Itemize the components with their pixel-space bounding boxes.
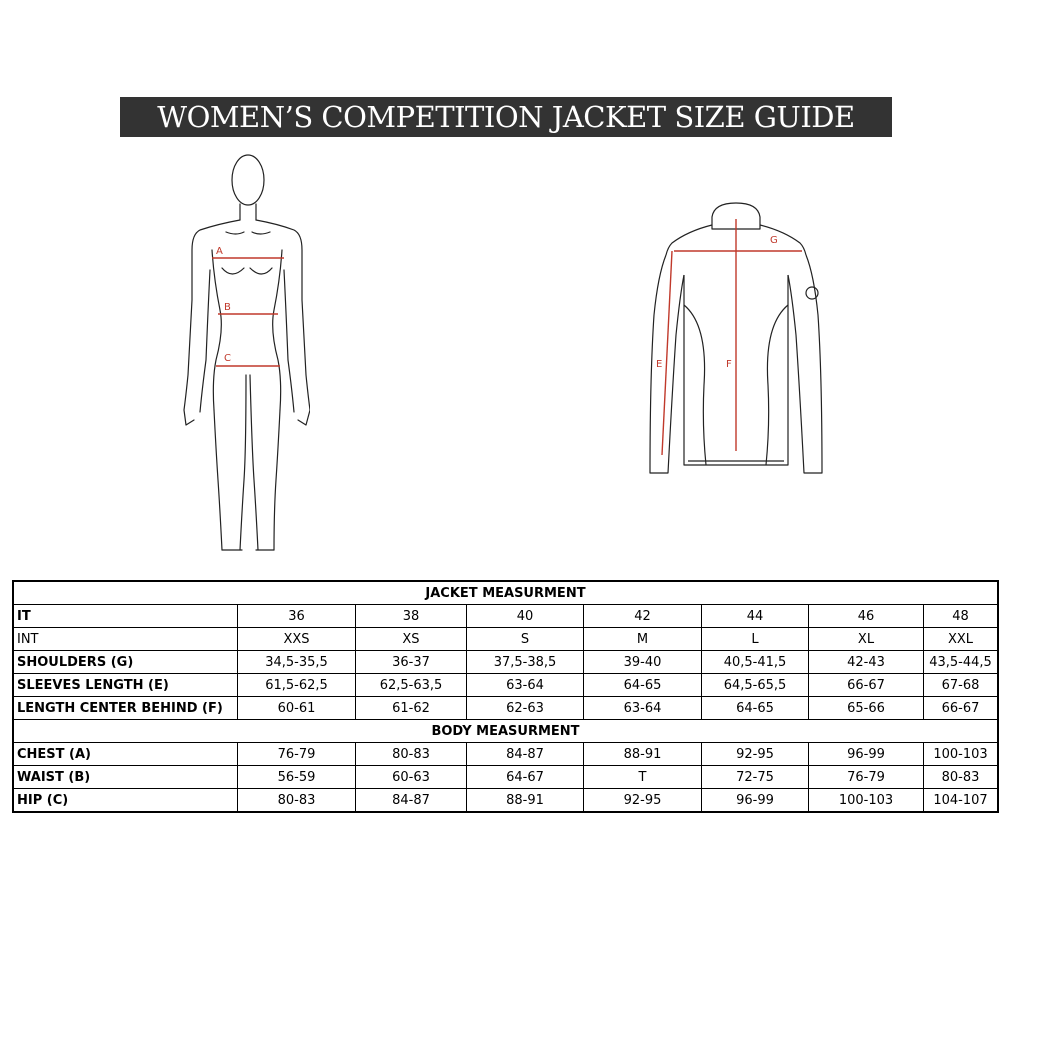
table-cell: 65-66	[809, 697, 924, 720]
row-label: CHEST (A)	[13, 743, 238, 766]
table-cell: 62-63	[467, 697, 584, 720]
table-cell: 66-67	[924, 697, 999, 720]
table-cell: 64-67	[467, 766, 584, 789]
table-cell: 72-75	[702, 766, 809, 789]
table-cell: 38	[356, 605, 467, 628]
table-cell: 40,5-41,5	[702, 651, 809, 674]
table-cell: 66-67	[809, 674, 924, 697]
table-row	[13, 674, 998, 697]
table-cell: 46	[809, 605, 924, 628]
table-cell: 80-83	[356, 743, 467, 766]
table-cell: 64,5-65,5	[702, 674, 809, 697]
table-cell: 88-91	[467, 789, 584, 813]
table-cell: 80-83	[238, 789, 356, 813]
table-cell: XXS	[238, 628, 356, 651]
table-cell: 36	[238, 605, 356, 628]
table-cell: 104-107	[924, 789, 999, 813]
table-cell: 60-63	[356, 766, 467, 789]
row-label: IT	[13, 605, 238, 628]
table-cell: 84-87	[467, 743, 584, 766]
table-cell: 48	[924, 605, 999, 628]
row-label: HIP (C)	[13, 789, 238, 813]
table-cell: 80-83	[924, 766, 999, 789]
table-cell: 100-103	[924, 743, 999, 766]
table-cell: 62,5-63,5	[356, 674, 467, 697]
table-cell: 40	[467, 605, 584, 628]
table-cell: L	[702, 628, 809, 651]
table-cell: 56-59	[238, 766, 356, 789]
table-cell: 64-65	[702, 697, 809, 720]
table-cell: 43,5-44,5	[924, 651, 999, 674]
marker-e: E	[656, 359, 663, 370]
table-cell: 92-95	[702, 743, 809, 766]
table-cell: 76-79	[809, 766, 924, 789]
table-row	[13, 766, 998, 789]
table-cell: S	[467, 628, 584, 651]
row-label: INT	[13, 628, 238, 651]
table-cell: XL	[809, 628, 924, 651]
table-cell: 34,5-35,5	[238, 651, 356, 674]
table-cell: 44	[702, 605, 809, 628]
marker-a: A	[216, 246, 223, 257]
jacket-outline-illustration	[628, 195, 834, 480]
table-cell: 76-79	[238, 743, 356, 766]
size-table-container	[12, 580, 999, 813]
table-cell: M	[584, 628, 702, 651]
table-row	[13, 789, 998, 813]
table-row	[13, 743, 998, 766]
table-cell: XXL	[924, 628, 999, 651]
table-cell: 37,5-38,5	[467, 651, 584, 674]
table-cell: 60-61	[238, 697, 356, 720]
table-cell: 96-99	[809, 743, 924, 766]
table-cell: 92-95	[584, 789, 702, 813]
table-cell: 63-64	[584, 697, 702, 720]
table-cell: 67-68	[924, 674, 999, 697]
marker-f: F	[726, 359, 732, 370]
body-outline-illustration	[170, 150, 310, 560]
table-cell: 61-62	[356, 697, 467, 720]
row-label: SHOULDERS (G)	[13, 651, 238, 674]
table-cell: 100-103	[809, 789, 924, 813]
table-cell: 39-40	[584, 651, 702, 674]
marker-b: B	[224, 302, 231, 313]
row-label: WAIST (B)	[13, 766, 238, 789]
jacket-section-header-row	[13, 581, 998, 605]
jacket-measurement-figure	[628, 195, 834, 480]
table-cell: 42	[584, 605, 702, 628]
body-measurement-figure	[170, 150, 310, 560]
table-cell: 42-43	[809, 651, 924, 674]
table-cell: T	[584, 766, 702, 789]
body-section-header: BODY MEASURMENT	[13, 720, 998, 743]
table-row	[13, 628, 998, 651]
row-label: SLEEVES LENGTH (E)	[13, 674, 238, 697]
table-cell: 61,5-62,5	[238, 674, 356, 697]
size-table	[12, 580, 999, 813]
table-cell: 36-37	[356, 651, 467, 674]
page-title-banner	[120, 97, 892, 137]
body-section-header-row	[13, 720, 998, 743]
table-row	[13, 605, 998, 628]
table-cell: 84-87	[356, 789, 467, 813]
table-row	[13, 697, 998, 720]
table-cell: 88-91	[584, 743, 702, 766]
table-cell: XS	[356, 628, 467, 651]
table-cell: 64-65	[584, 674, 702, 697]
table-cell: 96-99	[702, 789, 809, 813]
table-cell: 63-64	[467, 674, 584, 697]
table-row	[13, 651, 998, 674]
jacket-section-header: JACKET MEASURMENT	[13, 581, 998, 605]
page-title: WOMEN’S COMPETITION JACKET SIZE GUIDE	[157, 100, 855, 134]
row-label: LENGTH CENTER BEHIND (F)	[13, 697, 238, 720]
marker-c: C	[224, 353, 231, 364]
marker-g: G	[770, 235, 778, 246]
